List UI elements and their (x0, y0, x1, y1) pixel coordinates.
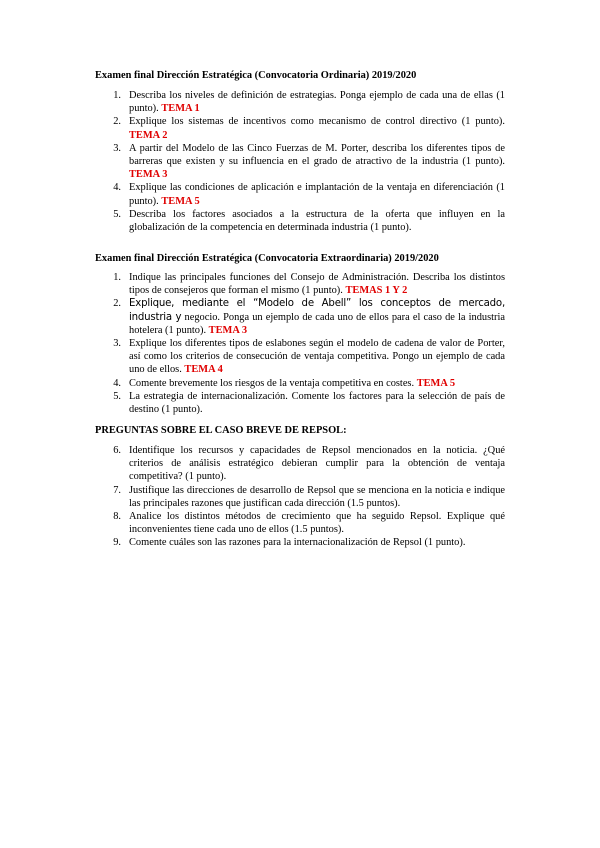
question-item (0, 115, 505, 141)
question-text: negocio. Ponga un ejemplo de cada uno de ellos para el caso de la industria hotelera (1 punto). (129, 311, 505, 336)
section-title-extraordinaria: Examen final Dirección Estratégica (Convocatoria Extraordinaria) 2019/2020 (95, 253, 439, 264)
question-text: A partir del Modelo de las Cinco Fuerzas de M. Porter, describa los diferentes tipos de barreras que existen y su influencia en el grado de atractivo de la industria (1 punto). (129, 142, 505, 168)
question-text-handwritten: Explique, mediante el “Modelo de Abell” los conceptos de mercado, industria y (129, 298, 505, 323)
question-item (0, 142, 505, 182)
question-item (0, 510, 505, 536)
topic-tag: TEMA 3 (208, 324, 248, 336)
topic-tag: TEMA 5 (161, 195, 200, 207)
topic-tag: TEMA 3 (129, 169, 168, 181)
question-number: 9. (113, 537, 121, 549)
question-number: 6. (113, 445, 121, 456)
question-item (0, 208, 505, 234)
question-number: 3. (113, 142, 121, 154)
question-number: 1. (113, 272, 121, 283)
question-item (0, 377, 505, 390)
question-item (0, 536, 505, 549)
question-number: 5. (113, 390, 121, 402)
question-number: 4. (113, 377, 121, 389)
topic-tag: TEMA 5 (416, 377, 456, 389)
question-text: Identifique los recursos y capacidades de Repsol mencionados en la noticia. ¿Qué criterios de análisis estratégico debieran cumplir para la obtención de ventaja competitiva? (1 punto). (129, 445, 505, 483)
question-list-ordinaria (0, 89, 505, 234)
topic-tag: TEMAS 1 Y 2 (345, 285, 408, 297)
question-text: Describa los factores asociados a la estructura de la oferta que influyen en la globalización de la competencia en determinada industria (1 punto). (129, 208, 505, 234)
question-text: Explique las condiciones de aplicación e implantación de la ventaja en diferenciación (1 punto). (129, 182, 505, 207)
section-title-ordinaria: Examen final Dirección Estratégica (Convocatoria Ordinaria) 2019/2020 (95, 70, 417, 81)
question-item (0, 297, 505, 337)
question-text: Analice los distintos métodos de crecimiento que ha seguido Repsol. Explique qué inconvenientes tiene cada uno de ellos (1.5 puntos). (129, 511, 505, 536)
question-text: La estrategia de internacionalización. Comente los factores para la selección de país de destino (1 punto). (129, 390, 505, 416)
topic-tag: TEMA 1 (161, 103, 200, 115)
question-item (0, 271, 505, 297)
question-text: Explique los sistemas de incentivos como mecanismo de control directivo (1 punto). (129, 116, 505, 128)
question-text: Comente cuáles son las razones para la internacionalización de Repsol (1 punto). (129, 537, 466, 549)
topic-tag: TEMA 2 (129, 129, 168, 141)
question-number: 1. (113, 90, 121, 101)
question-number: 5. (113, 208, 121, 220)
question-number: 3. (113, 338, 121, 350)
question-number: 4. (113, 182, 121, 194)
question-number: 2. (113, 298, 121, 310)
question-item (0, 444, 505, 484)
topic-tag: TEMA 4 (184, 364, 223, 376)
question-list-extraordinaria (0, 271, 505, 416)
question-number: 2. (113, 116, 121, 128)
question-item (0, 390, 505, 416)
question-text: Indique las principales funciones del Consejo de Administración. Describa los distintos tipos de consejeros que forman el mismo (1 punto). (129, 272, 505, 297)
question-text: Justifique las direcciones de desarrollo de Repsol que se menciona en la noticia e indique las principales razones que justifican cada dirección (1.5 puntos). (129, 484, 505, 509)
question-list-repsol (0, 444, 505, 550)
question-item (0, 181, 505, 207)
question-text: Describa los niveles de definición de estrategias. Ponga ejemplo de cada una de ellas (1 punto). (129, 90, 505, 115)
question-item (0, 337, 505, 377)
question-item (0, 484, 505, 510)
question-item (0, 89, 505, 115)
question-text: Comente brevemente los riesgos de la ventaja competitiva en costes. (129, 377, 415, 389)
question-number: 7. (113, 484, 121, 496)
section-title-repsol: PREGUNTAS SOBRE EL CASO BREVE DE REPSOL: (95, 425, 347, 436)
question-text: Explique los diferentes tipos de eslabones según el modelo de cadena de valor de Porter, así como los criterios de consecución de ventaja competitiva. Pongo un ejemplo de cada uno de ellos. (129, 338, 505, 376)
question-number: 8. (113, 511, 121, 523)
